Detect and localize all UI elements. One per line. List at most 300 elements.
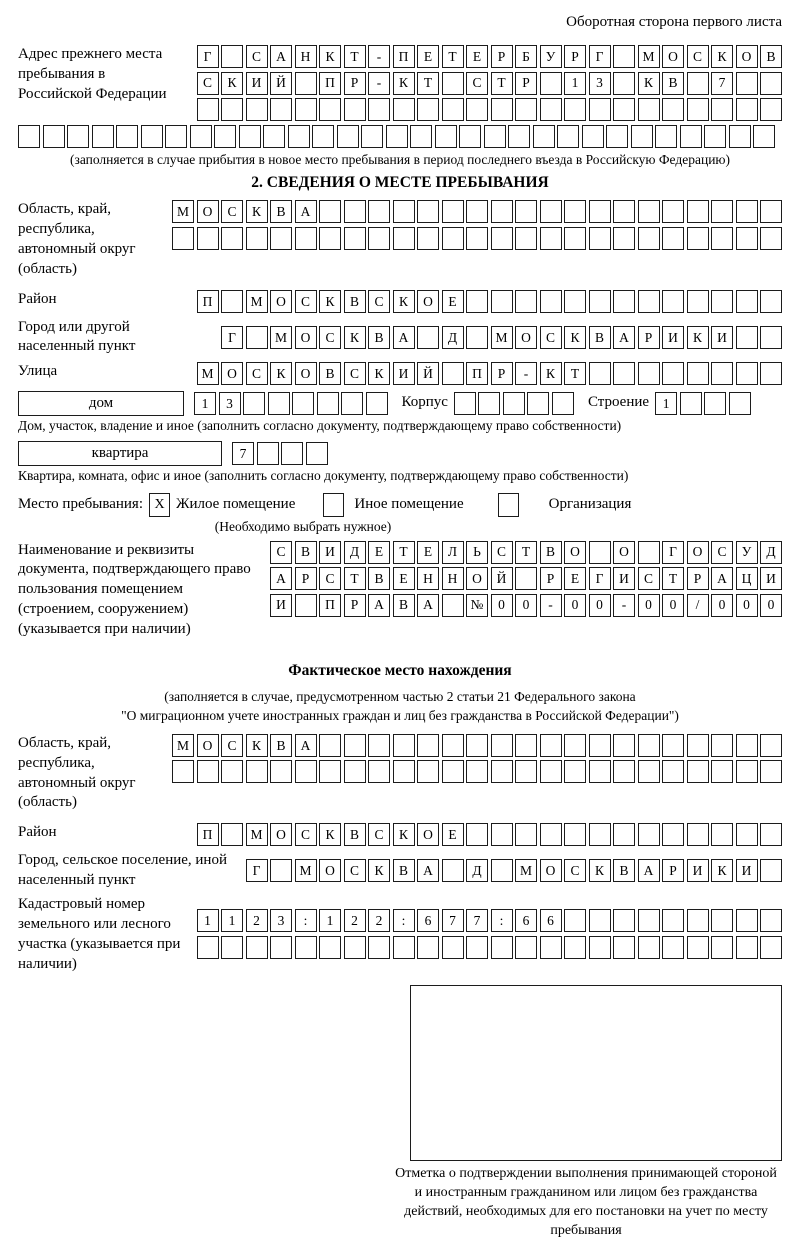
char-cell[interactable] [613, 936, 635, 959]
char-cell[interactable] [341, 392, 363, 415]
char-cell[interactable]: С [638, 567, 660, 590]
char-cell[interactable] [491, 859, 513, 882]
char-cell[interactable] [442, 200, 464, 223]
char-cell[interactable]: В [589, 326, 611, 349]
char-cell[interactable] [638, 909, 660, 932]
char-cell[interactable] [435, 125, 457, 148]
char-cell[interactable] [246, 98, 268, 121]
char-cell[interactable] [491, 290, 513, 313]
char-cell[interactable] [760, 200, 782, 223]
char-cell[interactable]: 1 [194, 392, 216, 415]
char-cell[interactable] [393, 98, 415, 121]
char-cell[interactable] [417, 734, 439, 757]
char-cell[interactable] [760, 859, 782, 882]
char-cell[interactable] [540, 823, 562, 846]
char-cell[interactable]: 0 [515, 594, 537, 617]
char-cell[interactable] [687, 98, 709, 121]
char-cell[interactable] [704, 125, 726, 148]
char-cell[interactable] [564, 227, 586, 250]
char-cell[interactable] [662, 227, 684, 250]
char-cell[interactable] [67, 125, 89, 148]
char-cell[interactable] [270, 760, 292, 783]
char-cell[interactable] [268, 392, 290, 415]
char-cell[interactable] [454, 392, 476, 415]
char-cell[interactable] [491, 98, 513, 121]
char-cell[interactable]: П [197, 290, 219, 313]
char-cell[interactable] [197, 936, 219, 959]
char-cell[interactable] [442, 734, 464, 757]
char-cell[interactable] [442, 760, 464, 783]
char-cell[interactable]: Г [662, 541, 684, 564]
char-cell[interactable] [736, 98, 758, 121]
char-cell[interactable] [368, 227, 390, 250]
char-cell[interactable] [197, 227, 219, 250]
char-cell[interactable]: 7 [711, 72, 733, 95]
char-cell[interactable] [172, 227, 194, 250]
char-cell[interactable]: М [270, 326, 292, 349]
char-cell[interactable] [662, 200, 684, 223]
char-cell[interactable]: П [393, 45, 415, 68]
char-cell[interactable] [613, 227, 635, 250]
char-cell[interactable] [344, 200, 366, 223]
char-cell[interactable]: 7 [232, 442, 254, 465]
char-cell[interactable]: - [515, 362, 537, 385]
char-cell[interactable] [540, 290, 562, 313]
char-cell[interactable] [491, 227, 513, 250]
char-cell[interactable] [760, 326, 782, 349]
char-cell[interactable] [736, 823, 758, 846]
char-cell[interactable]: О [319, 859, 341, 882]
char-cell[interactable] [246, 936, 268, 959]
char-cell[interactable] [442, 72, 464, 95]
char-cell[interactable] [319, 227, 341, 250]
char-cell[interactable] [246, 227, 268, 250]
char-cell[interactable] [344, 734, 366, 757]
char-cell[interactable] [221, 760, 243, 783]
char-cell[interactable] [491, 200, 513, 223]
char-cell[interactable] [393, 936, 415, 959]
char-cell[interactable]: С [221, 200, 243, 223]
char-cell[interactable] [295, 936, 317, 959]
char-cell[interactable] [221, 290, 243, 313]
char-cell[interactable]: 0 [711, 594, 733, 617]
char-cell[interactable]: В [270, 200, 292, 223]
char-cell[interactable] [638, 823, 660, 846]
char-cell[interactable] [214, 125, 236, 148]
char-cell[interactable]: - [540, 594, 562, 617]
char-cell[interactable]: К [344, 326, 366, 349]
char-cell[interactable] [246, 760, 268, 783]
char-cell[interactable] [638, 200, 660, 223]
char-cell[interactable]: Р [638, 326, 660, 349]
char-cell[interactable] [760, 823, 782, 846]
char-cell[interactable]: 1 [319, 909, 341, 932]
char-cell[interactable]: М [172, 734, 194, 757]
char-cell[interactable] [687, 734, 709, 757]
char-cell[interactable]: О [197, 734, 219, 757]
char-cell[interactable]: И [613, 567, 635, 590]
char-cell[interactable]: 1 [221, 909, 243, 932]
char-cell[interactable]: Е [417, 45, 439, 68]
char-cell[interactable] [442, 362, 464, 385]
char-cell[interactable]: 3 [270, 909, 292, 932]
char-cell[interactable]: Т [417, 72, 439, 95]
char-cell[interactable] [344, 227, 366, 250]
char-cell[interactable]: № [466, 594, 488, 617]
char-cell[interactable]: Н [295, 45, 317, 68]
char-cell[interactable]: К [319, 45, 341, 68]
char-cell[interactable]: П [197, 823, 219, 846]
char-cell[interactable]: О [613, 541, 635, 564]
char-cell[interactable] [466, 326, 488, 349]
char-cell[interactable] [116, 125, 138, 148]
char-cell[interactable]: Р [662, 859, 684, 882]
char-cell[interactable] [417, 227, 439, 250]
char-cell[interactable] [564, 290, 586, 313]
char-cell[interactable] [344, 760, 366, 783]
char-cell[interactable] [221, 45, 243, 68]
char-cell[interactable]: К [711, 859, 733, 882]
char-cell[interactable] [344, 936, 366, 959]
char-cell[interactable]: Н [442, 567, 464, 590]
char-cell[interactable] [491, 936, 513, 959]
char-cell[interactable]: Й [417, 362, 439, 385]
char-cell[interactable]: О [736, 45, 758, 68]
char-cell[interactable]: Т [491, 72, 513, 95]
char-cell[interactable] [442, 98, 464, 121]
char-cell[interactable] [540, 72, 562, 95]
char-cell[interactable] [760, 227, 782, 250]
char-cell[interactable] [540, 734, 562, 757]
char-cell[interactable]: Т [344, 45, 366, 68]
char-cell[interactable]: С [270, 541, 292, 564]
char-cell[interactable] [736, 362, 758, 385]
char-cell[interactable] [368, 200, 390, 223]
char-cell[interactable]: Д [344, 541, 366, 564]
char-cell[interactable] [393, 227, 415, 250]
char-cell[interactable]: В [368, 326, 390, 349]
char-cell[interactable] [172, 760, 194, 783]
char-cell[interactable]: С [319, 326, 341, 349]
char-cell[interactable]: В [760, 45, 782, 68]
char-cell[interactable]: К [540, 362, 562, 385]
char-cell[interactable]: В [393, 859, 415, 882]
char-cell[interactable]: Б [515, 45, 537, 68]
char-cell[interactable] [711, 823, 733, 846]
char-cell[interactable]: М [295, 859, 317, 882]
char-cell[interactable] [466, 760, 488, 783]
char-cell[interactable]: 2 [368, 909, 390, 932]
char-cell[interactable]: Е [564, 567, 586, 590]
char-cell[interactable] [442, 227, 464, 250]
char-cell[interactable] [417, 326, 439, 349]
char-cell[interactable] [417, 936, 439, 959]
char-cell[interactable] [484, 125, 506, 148]
char-cell[interactable] [319, 200, 341, 223]
char-cell[interactable]: Р [564, 45, 586, 68]
char-cell[interactable]: В [368, 567, 390, 590]
char-cell[interactable]: А [613, 326, 635, 349]
char-cell[interactable] [366, 392, 388, 415]
char-cell[interactable] [243, 392, 265, 415]
char-cell[interactable]: К [393, 290, 415, 313]
char-cell[interactable] [680, 392, 702, 415]
char-cell[interactable]: 0 [564, 594, 586, 617]
char-cell[interactable]: П [319, 72, 341, 95]
char-cell[interactable]: Д [466, 859, 488, 882]
char-cell[interactable] [760, 290, 782, 313]
char-cell[interactable]: 3 [589, 72, 611, 95]
char-cell[interactable]: Г [221, 326, 243, 349]
char-cell[interactable]: Т [662, 567, 684, 590]
char-cell[interactable]: У [540, 45, 562, 68]
char-cell[interactable] [687, 362, 709, 385]
char-cell[interactable] [515, 290, 537, 313]
char-cell[interactable]: В [662, 72, 684, 95]
char-cell[interactable] [662, 98, 684, 121]
char-cell[interactable]: И [246, 72, 268, 95]
char-cell[interactable]: С [246, 362, 268, 385]
char-cell[interactable]: П [466, 362, 488, 385]
char-cell[interactable]: : [393, 909, 415, 932]
char-cell[interactable]: И [662, 326, 684, 349]
char-cell[interactable] [386, 125, 408, 148]
char-cell[interactable] [18, 125, 40, 148]
char-cell[interactable] [662, 760, 684, 783]
char-cell[interactable] [368, 936, 390, 959]
char-cell[interactable] [589, 227, 611, 250]
char-cell[interactable] [417, 760, 439, 783]
char-cell[interactable]: 6 [540, 909, 562, 932]
char-cell[interactable]: О [466, 567, 488, 590]
char-cell[interactable] [613, 362, 635, 385]
char-cell[interactable]: Р [491, 45, 513, 68]
char-cell[interactable] [613, 909, 635, 932]
char-cell[interactable]: И [319, 541, 341, 564]
char-cell[interactable] [662, 823, 684, 846]
char-cell[interactable] [221, 936, 243, 959]
char-cell[interactable] [393, 734, 415, 757]
char-cell[interactable]: Д [442, 326, 464, 349]
char-cell[interactable]: Ц [736, 567, 758, 590]
char-cell[interactable]: - [368, 45, 390, 68]
char-cell[interactable]: Р [344, 72, 366, 95]
char-cell[interactable] [361, 125, 383, 148]
char-cell[interactable] [442, 859, 464, 882]
char-cell[interactable]: С [711, 541, 733, 564]
char-cell[interactable]: 2 [344, 909, 366, 932]
char-cell[interactable]: : [491, 909, 513, 932]
char-cell[interactable] [564, 936, 586, 959]
char-cell[interactable] [257, 442, 279, 465]
char-cell[interactable] [288, 125, 310, 148]
char-cell[interactable]: А [368, 594, 390, 617]
char-cell[interactable] [417, 200, 439, 223]
char-cell[interactable] [711, 290, 733, 313]
char-cell[interactable]: / [687, 594, 709, 617]
char-cell[interactable]: И [270, 594, 292, 617]
char-cell[interactable] [662, 290, 684, 313]
char-cell[interactable]: 0 [736, 594, 758, 617]
char-cell[interactable] [662, 734, 684, 757]
char-cell[interactable]: К [564, 326, 586, 349]
char-cell[interactable]: К [368, 362, 390, 385]
char-cell[interactable] [613, 72, 635, 95]
char-cell[interactable] [263, 125, 285, 148]
char-cell[interactable] [540, 760, 562, 783]
char-cell[interactable] [337, 125, 359, 148]
char-cell[interactable]: 7 [466, 909, 488, 932]
char-cell[interactable]: А [638, 859, 660, 882]
char-cell[interactable] [564, 909, 586, 932]
char-cell[interactable]: М [515, 859, 537, 882]
char-cell[interactable] [589, 760, 611, 783]
char-cell[interactable]: Й [270, 72, 292, 95]
char-cell[interactable]: О [270, 290, 292, 313]
char-cell[interactable] [680, 125, 702, 148]
char-cell[interactable] [197, 760, 219, 783]
char-cell[interactable] [319, 936, 341, 959]
char-cell[interactable]: С [368, 290, 390, 313]
char-cell[interactable]: 0 [638, 594, 660, 617]
char-cell[interactable] [638, 290, 660, 313]
char-cell[interactable]: С [344, 859, 366, 882]
char-cell[interactable] [393, 200, 415, 223]
char-cell[interactable]: Р [491, 362, 513, 385]
char-cell[interactable]: А [270, 45, 292, 68]
char-cell[interactable] [442, 594, 464, 617]
char-cell[interactable]: О [270, 823, 292, 846]
char-cell[interactable] [638, 936, 660, 959]
char-cell[interactable] [270, 98, 292, 121]
char-cell[interactable] [466, 823, 488, 846]
char-cell[interactable]: Р [687, 567, 709, 590]
char-cell[interactable]: А [295, 734, 317, 757]
char-cell[interactable]: С [221, 734, 243, 757]
char-cell[interactable] [442, 936, 464, 959]
char-cell[interactable] [141, 125, 163, 148]
char-cell[interactable]: Й [491, 567, 513, 590]
char-cell[interactable] [368, 98, 390, 121]
char-cell[interactable] [760, 72, 782, 95]
char-cell[interactable] [736, 200, 758, 223]
char-cell[interactable] [589, 936, 611, 959]
char-cell[interactable] [613, 98, 635, 121]
char-cell[interactable]: И [736, 859, 758, 882]
char-cell[interactable] [711, 98, 733, 121]
char-cell[interactable] [582, 125, 604, 148]
char-cell[interactable] [638, 760, 660, 783]
char-cell[interactable] [295, 98, 317, 121]
char-cell[interactable]: С [540, 326, 562, 349]
char-cell[interactable] [515, 734, 537, 757]
char-cell[interactable]: С [491, 541, 513, 564]
char-cell[interactable]: С [295, 290, 317, 313]
stay-type-checkbox-organization[interactable] [498, 493, 519, 517]
char-cell[interactable] [736, 326, 758, 349]
char-cell[interactable] [564, 760, 586, 783]
char-cell[interactable]: - [613, 594, 635, 617]
char-cell[interactable] [533, 125, 555, 148]
char-cell[interactable] [589, 200, 611, 223]
stay-type-checkbox-other-premises[interactable] [323, 493, 344, 517]
char-cell[interactable]: 0 [589, 594, 611, 617]
char-cell[interactable] [711, 734, 733, 757]
char-cell[interactable] [662, 909, 684, 932]
char-cell[interactable] [417, 98, 439, 121]
char-cell[interactable] [197, 98, 219, 121]
char-cell[interactable] [540, 227, 562, 250]
char-cell[interactable] [589, 823, 611, 846]
char-cell[interactable] [736, 936, 758, 959]
char-cell[interactable] [190, 125, 212, 148]
char-cell[interactable]: В [344, 823, 366, 846]
char-cell[interactable] [564, 734, 586, 757]
char-cell[interactable]: 2 [246, 909, 268, 932]
char-cell[interactable] [638, 734, 660, 757]
char-cell[interactable]: 6 [417, 909, 439, 932]
char-cell[interactable] [540, 936, 562, 959]
char-cell[interactable]: И [711, 326, 733, 349]
char-cell[interactable]: Р [295, 567, 317, 590]
char-cell[interactable] [687, 823, 709, 846]
char-cell[interactable] [711, 227, 733, 250]
char-cell[interactable]: 0 [662, 594, 684, 617]
char-cell[interactable] [638, 227, 660, 250]
char-cell[interactable] [295, 227, 317, 250]
char-cell[interactable] [466, 98, 488, 121]
char-cell[interactable]: С [197, 72, 219, 95]
char-cell[interactable]: К [246, 200, 268, 223]
char-cell[interactable] [295, 594, 317, 617]
char-cell[interactable] [638, 98, 660, 121]
char-cell[interactable] [508, 125, 530, 148]
char-cell[interactable] [631, 125, 653, 148]
char-cell[interactable]: 7 [442, 909, 464, 932]
char-cell[interactable]: Т [564, 362, 586, 385]
char-cell[interactable]: Г [589, 567, 611, 590]
char-cell[interactable]: В [393, 594, 415, 617]
char-cell[interactable]: И [393, 362, 415, 385]
char-cell[interactable]: К [393, 823, 415, 846]
char-cell[interactable] [760, 362, 782, 385]
char-cell[interactable]: 0 [491, 594, 513, 617]
char-cell[interactable] [589, 290, 611, 313]
char-cell[interactable]: О [295, 362, 317, 385]
char-cell[interactable]: О [417, 823, 439, 846]
char-cell[interactable]: С [344, 362, 366, 385]
char-cell[interactable] [344, 98, 366, 121]
char-cell[interactable] [687, 760, 709, 783]
char-cell[interactable] [540, 98, 562, 121]
char-cell[interactable]: А [417, 859, 439, 882]
char-cell[interactable]: 0 [760, 594, 782, 617]
char-cell[interactable] [687, 227, 709, 250]
char-cell[interactable]: М [638, 45, 660, 68]
char-cell[interactable]: К [270, 362, 292, 385]
char-cell[interactable]: В [319, 362, 341, 385]
char-cell[interactable] [317, 392, 339, 415]
char-cell[interactable]: Г [246, 859, 268, 882]
char-cell[interactable] [613, 823, 635, 846]
char-cell[interactable] [736, 227, 758, 250]
char-cell[interactable] [687, 72, 709, 95]
char-cell[interactable]: В [613, 859, 635, 882]
char-cell[interactable] [729, 392, 751, 415]
char-cell[interactable] [165, 125, 187, 148]
char-cell[interactable] [760, 936, 782, 959]
char-cell[interactable] [613, 290, 635, 313]
